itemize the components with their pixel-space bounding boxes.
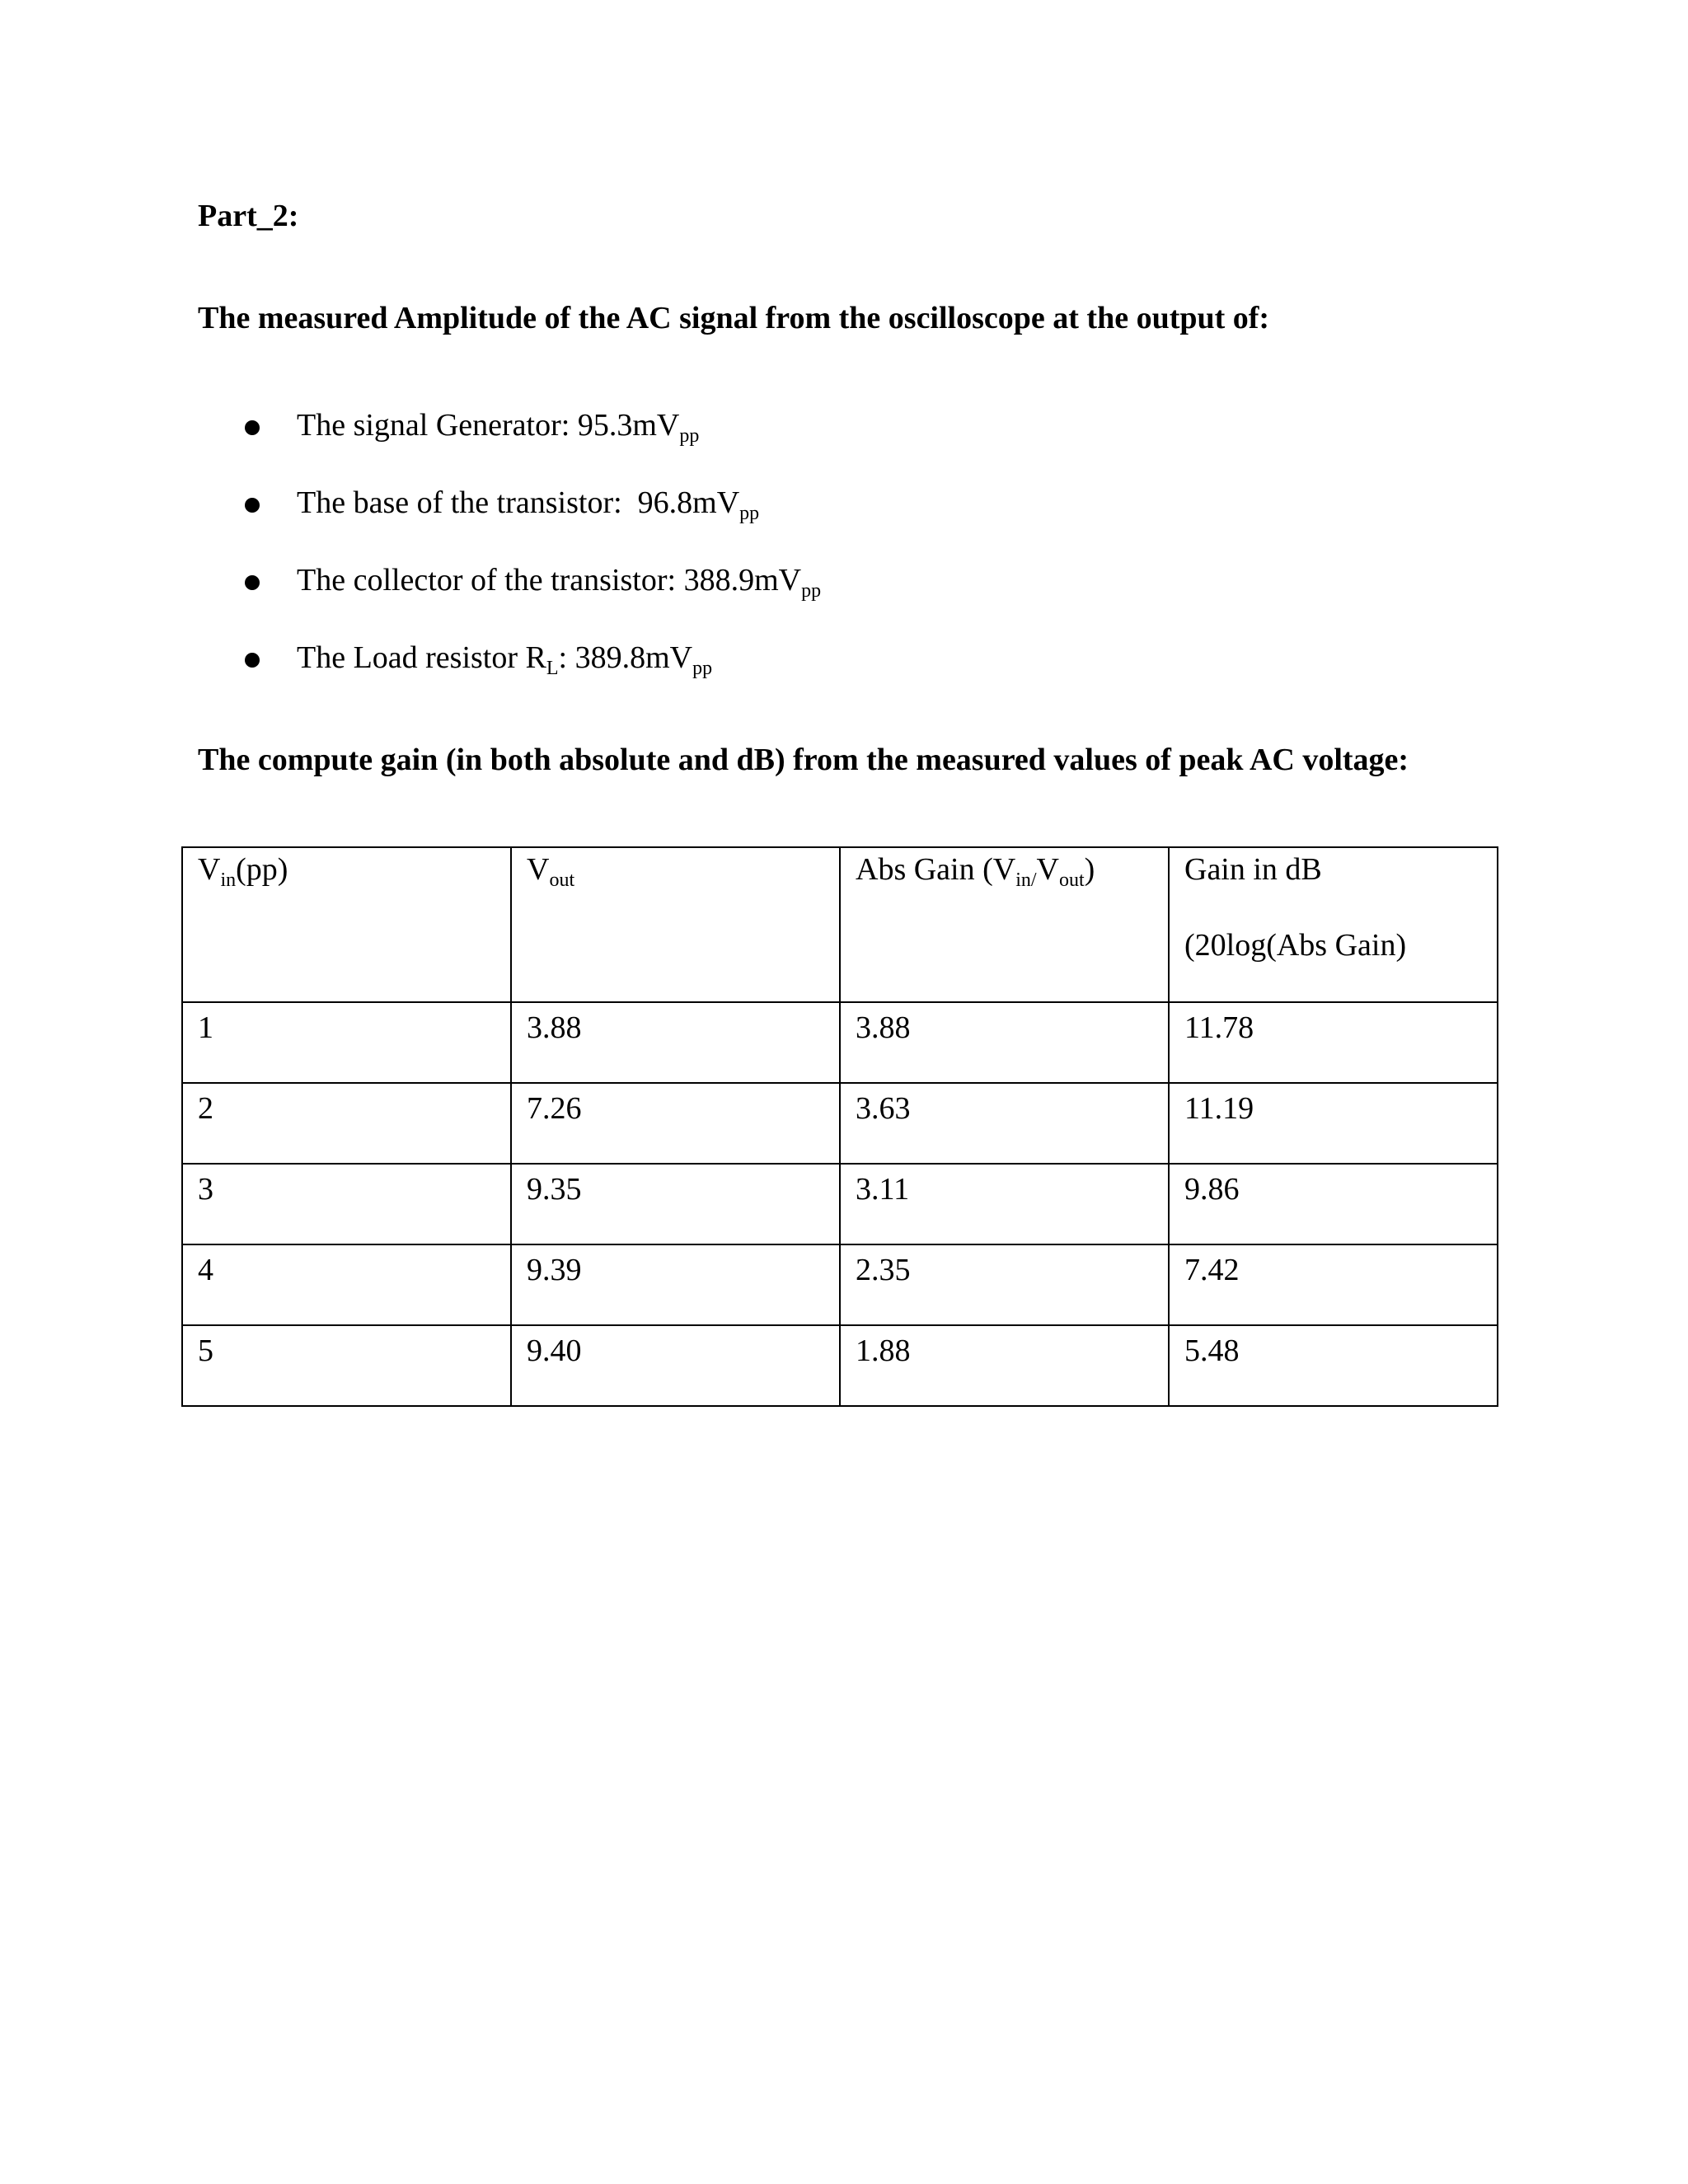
measured-amplitude-heading: The measured Amplitude of the AC signal from the oscilloscope at the output of: [198, 301, 1270, 335]
measurement-unit-subscript: pp [739, 503, 760, 524]
header-abs-subscript-in: in/ [1015, 869, 1037, 891]
cell-vout: 9.39 [511, 1244, 840, 1325]
measurement-unit-subscript: pp [692, 658, 713, 679]
bullet-icon [245, 498, 260, 513]
measurement-text [297, 633, 712, 682]
measurement-label: The base of the transistor: [297, 485, 638, 520]
header-abs-gain [840, 847, 1169, 1002]
header-vin-main: V [198, 852, 221, 887]
header-vout [511, 847, 840, 1002]
measurement-label-tail: : [558, 640, 575, 675]
measurement-label: The signal Generator: [297, 408, 578, 443]
bullet-icon [245, 420, 260, 435]
cell-gain-db: 9.86 [1169, 1164, 1498, 1244]
measurement-value: 388.9mV [683, 563, 802, 598]
cell-vin: 3 [182, 1164, 511, 1244]
cell-vout: 9.35 [511, 1164, 840, 1244]
table-row [182, 1244, 1498, 1325]
cell-gain-db: 11.78 [1169, 1002, 1498, 1083]
header-vin-tail: (pp) [236, 852, 288, 887]
cell-abs-gain: 3.11 [840, 1164, 1169, 1244]
measurement-label: The collector of the transistor: [297, 563, 684, 598]
cell-abs-gain: 2.35 [840, 1244, 1169, 1325]
cell-gain-db: 11.19 [1169, 1083, 1498, 1164]
table-row [182, 1164, 1498, 1244]
measurement-text [297, 555, 821, 605]
header-abs-main: Abs Gain (V [856, 852, 1016, 887]
cell-gain-db: 5.48 [1169, 1325, 1498, 1406]
header-db-line1: Gain in dB [1184, 852, 1322, 887]
header-vout-main: V [527, 852, 550, 887]
cell-vin: 1 [182, 1002, 511, 1083]
header-abs-subscript-out: out [1059, 869, 1085, 891]
measurement-unit-subscript: pp [801, 580, 822, 602]
cell-abs-gain: 3.88 [840, 1002, 1169, 1083]
measurement-label: The Load resistor R [297, 640, 546, 675]
measurement-text [297, 478, 759, 527]
cell-abs-gain: 3.63 [840, 1083, 1169, 1164]
cell-vin: 2 [182, 1083, 511, 1164]
measurement-value: 95.3mV [577, 408, 680, 443]
gain-table [181, 846, 1498, 1407]
table-row [182, 1083, 1498, 1164]
measurement-label-subscript: L [546, 658, 559, 679]
cell-vin: 5 [182, 1325, 511, 1406]
table-row [182, 1325, 1498, 1406]
measurement-value: 96.8mV [637, 485, 740, 520]
measurement-value: 389.8mV [574, 640, 693, 675]
cell-vin: 4 [182, 1244, 511, 1325]
table-row [182, 1002, 1498, 1083]
cell-gain-db: 7.42 [1169, 1244, 1498, 1325]
table-header-row [182, 847, 1498, 1002]
header-db-line2: (20log(Abs Gain) [1184, 927, 1407, 963]
cell-vout: 3.88 [511, 1002, 840, 1083]
header-vin [182, 847, 511, 1002]
compute-gain-heading: The compute gain (in both absolute and dB) from the measured values of peak AC voltage: [198, 743, 1409, 777]
header-abs-mid: V [1036, 852, 1059, 887]
measurement-text [297, 401, 699, 450]
measurement-unit-subscript: pp [679, 425, 700, 447]
part-heading: Part_2: [198, 199, 299, 233]
cell-vout: 7.26 [511, 1083, 840, 1164]
bullet-icon [245, 575, 260, 590]
header-gain-db [1169, 847, 1498, 1002]
bullet-icon [245, 653, 260, 668]
header-vout-subscript: out [549, 869, 575, 891]
cell-vout: 9.40 [511, 1325, 840, 1406]
header-abs-tail: ) [1084, 852, 1095, 887]
cell-abs-gain: 1.88 [840, 1325, 1169, 1406]
header-vin-subscript: in [220, 869, 237, 891]
